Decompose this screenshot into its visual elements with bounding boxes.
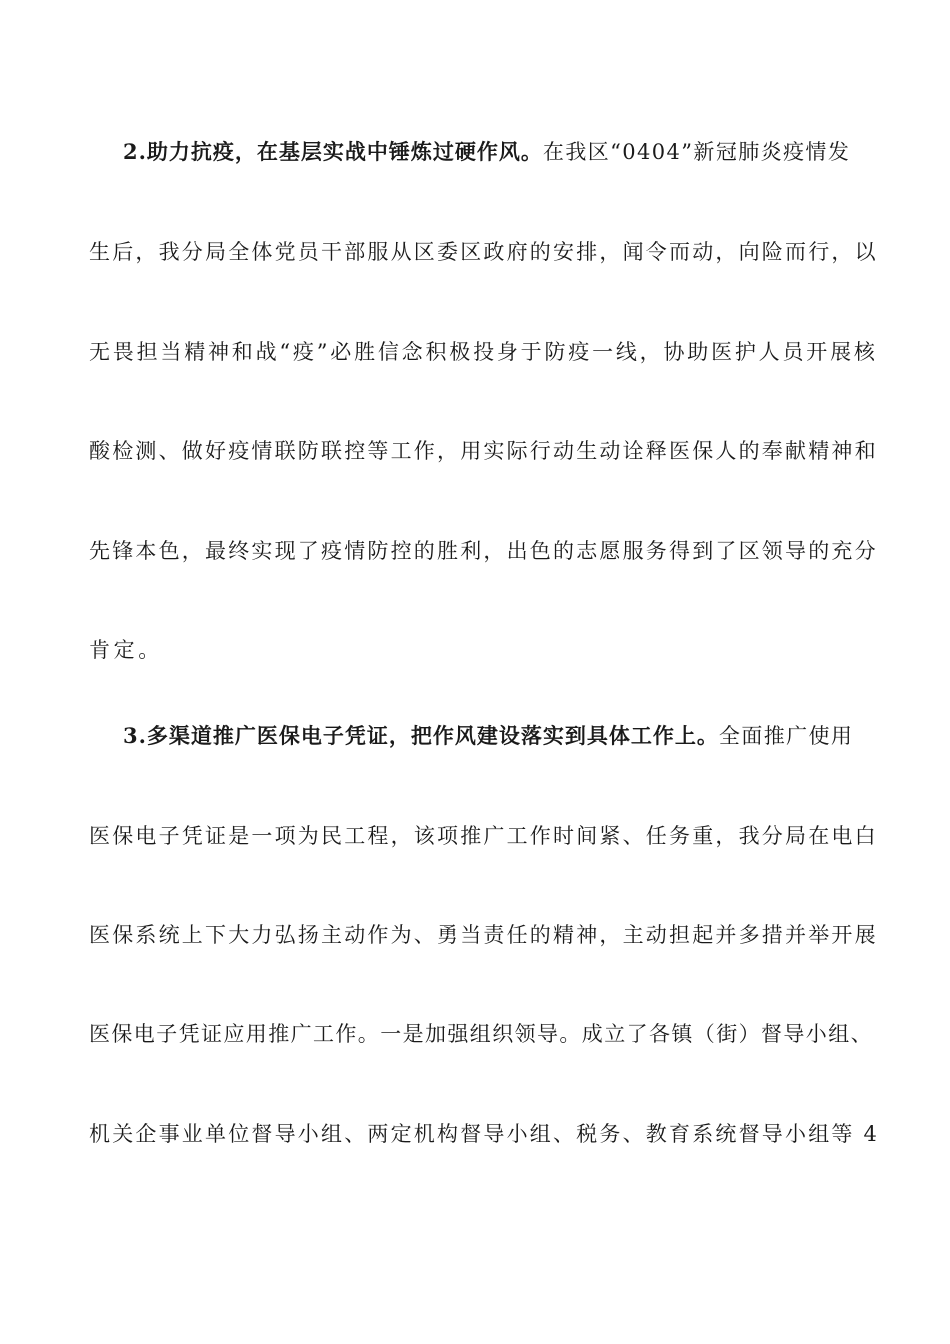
paragraph-3-line-2: 医保电子凭证是一项为民工程，该项推广工作时间紧、任务重，我分局在电白 (89, 824, 878, 848)
paragraph-3-heading: 3.多渠道推广医保电子凭证，把作风建设落实到具体工作上。 (123, 723, 719, 748)
paragraph-2-line-6: 肯定。 (89, 638, 163, 662)
paragraph-3-line-5: 机关企事业单位督导小组、两定机构督导小组、税务、教育系统督导小组等 4 (89, 1122, 880, 1146)
paragraph-2-heading: 2.助力抗疫，在基层实战中锤炼过硬作风。 (123, 139, 543, 164)
paragraph-2-line-5: 先锋本色，最终实现了疫情防控的胜利，出色的志愿服务得到了区领导的充分 (89, 539, 878, 563)
paragraph-2-line-2: 生后，我分局全体党员干部服从区委区政府的安排，闻令而动，向险而行，以 (89, 240, 878, 264)
paragraph-2-line-3: 无畏担当精神和战“疫”必胜信念积极投身于防疫一线，协助医护人员开展核 (89, 340, 878, 364)
paragraph-3-line-3: 医保系统上下大力弘扬主动作为、勇当责任的精神，主动担起并多措并举开展 (89, 923, 878, 947)
paragraph-2-line-1-text: 在我区“0404”新冠肺炎疫情发 (542, 140, 851, 164)
paragraph-2-line-4: 酸检测、做好疫情联防联控等工作，用实际行动生动诠释医保人的奉献精神和 (89, 439, 878, 463)
paragraph-3-line-4: 医保电子凭证应用推广工作。一是加强组织领导。成立了各镇（街）督导小组、 (89, 1022, 873, 1046)
paragraph-3-line-1-text: 全面推广使用 (718, 724, 854, 748)
paragraph-3-line-1 (123, 722, 913, 750)
paragraph-2-line-1 (123, 138, 913, 166)
